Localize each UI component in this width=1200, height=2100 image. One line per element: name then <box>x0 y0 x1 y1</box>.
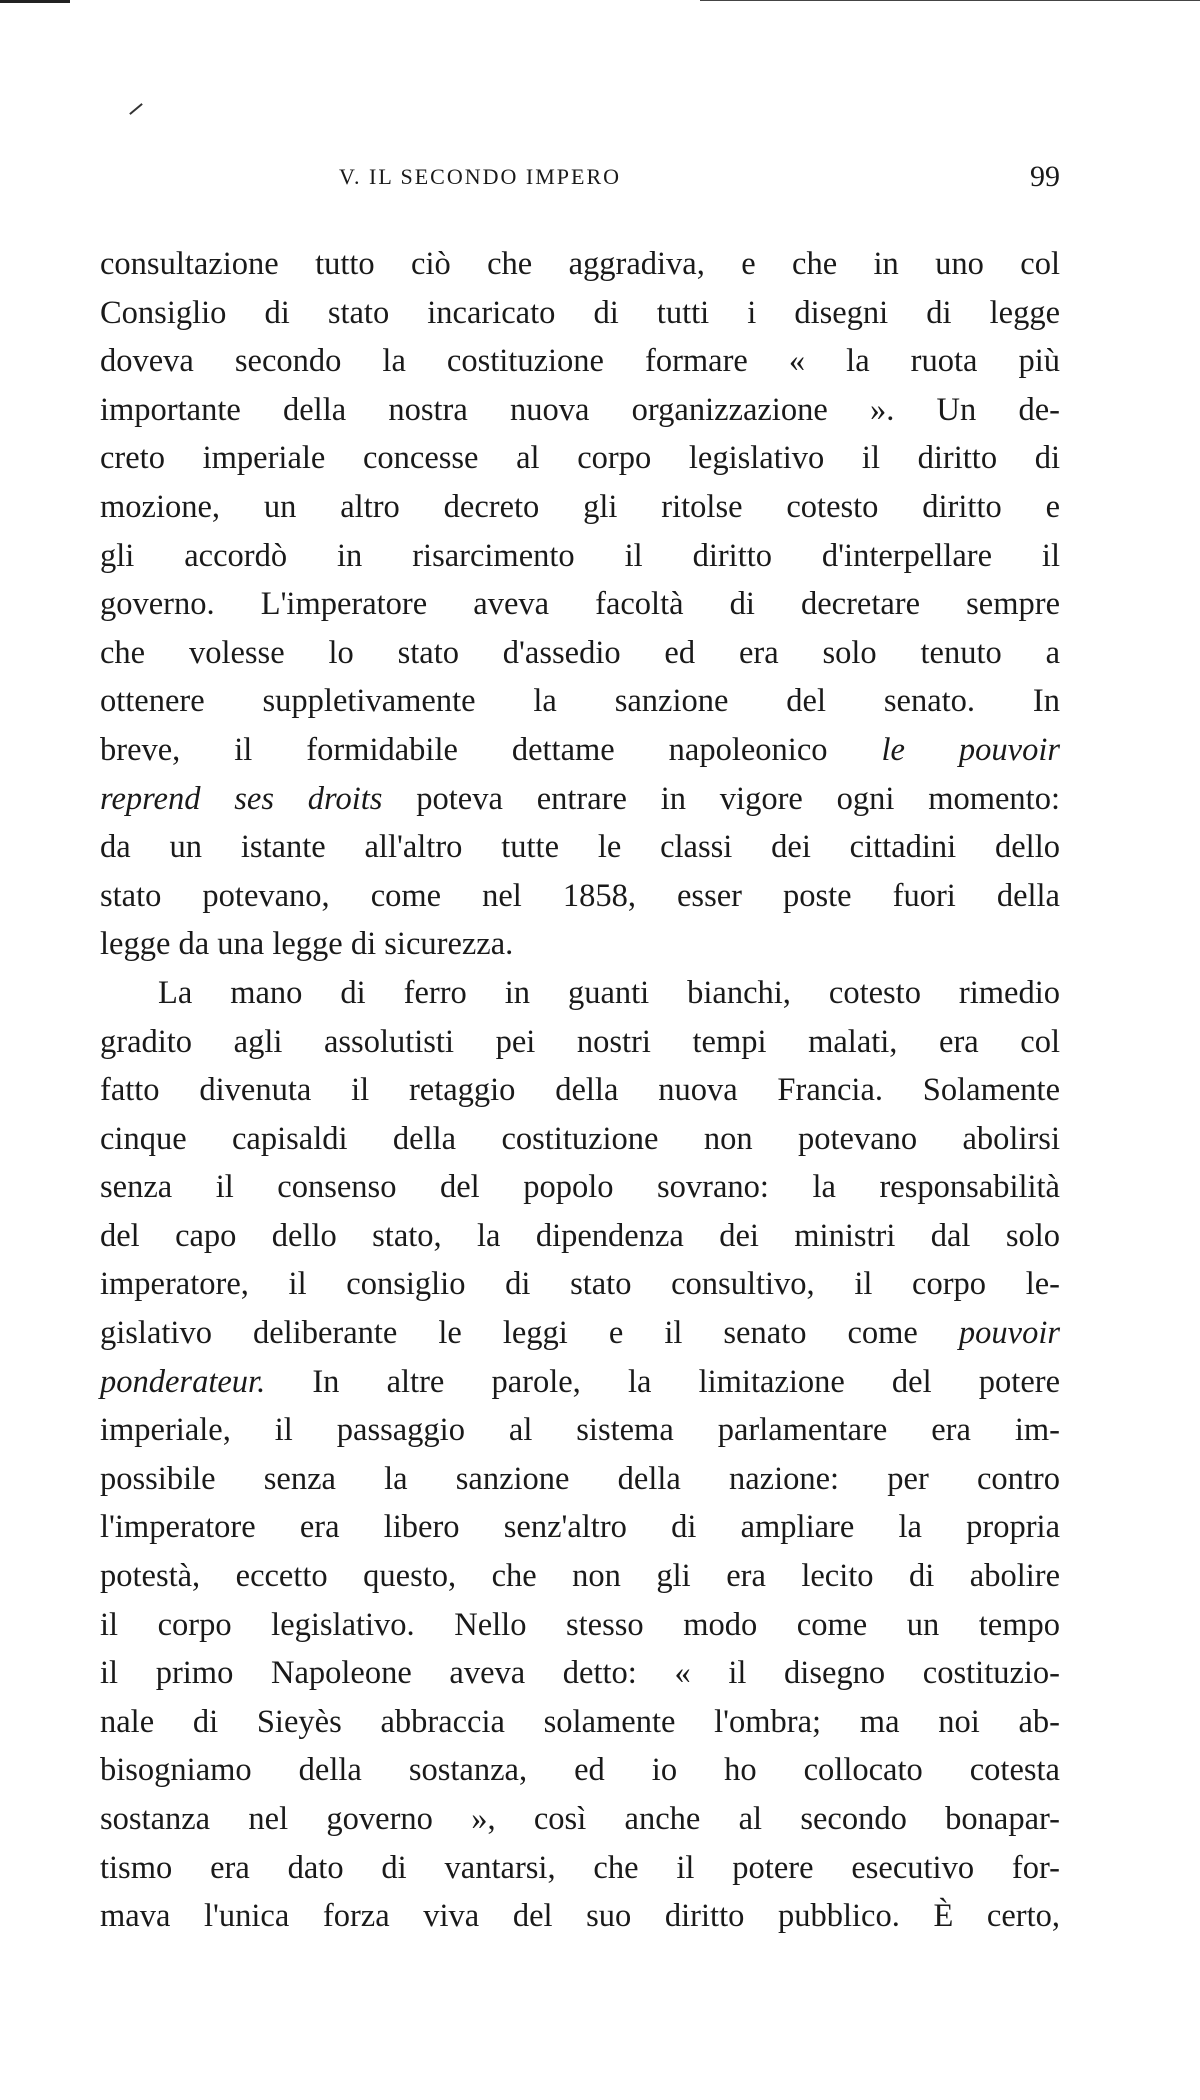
text-line <box>100 1503 1060 1552</box>
text-line <box>100 1746 1060 1795</box>
text-segment: governo. L'imperatore aveva facoltà di decretare sempre <box>100 586 1060 623</box>
text-segment: del capo dello stato, la dipendenza dei ministri dal solo <box>100 1217 1060 1254</box>
text-line <box>100 629 1060 678</box>
text-line <box>100 1698 1060 1747</box>
text-segment: l'imperatore era libero senz'altro di ampliare la propria <box>100 1509 1060 1546</box>
italic-phrase: pouvoir <box>958 1315 1060 1352</box>
text-line <box>100 1212 1060 1261</box>
text-segment: cinque capisaldi della costituzione non potevano abolirsi <box>100 1120 1060 1157</box>
text-segment: il primo Napoleone aveva detto: « il disegno costituzio- <box>100 1655 1060 1692</box>
text-line <box>100 920 1060 969</box>
text-line <box>100 434 1060 483</box>
text-segment: tismo era dato di vantarsi, che il potere esecutivo for- <box>100 1849 1060 1886</box>
page-edge-rule <box>0 0 70 3</box>
text-segment: importante della nostra nuova organizzazione ». Un de- <box>100 391 1060 428</box>
text-segment: possibile senza la sanzione della nazione: per contro <box>100 1460 1060 1497</box>
text-line <box>100 1795 1060 1844</box>
text-line <box>100 775 1060 824</box>
pencil-mark <box>129 103 143 115</box>
text-line <box>100 823 1060 872</box>
text-line <box>100 1552 1060 1601</box>
text-segment: poteva entrare in vigore ogni momento: <box>382 780 1060 817</box>
text-segment: che volesse lo stato d'assedio ed era solo tenuto a <box>100 634 1060 671</box>
text-segment: gislativo deliberante le leggi e il senato come <box>100 1315 959 1352</box>
italic-phrase: le pouvoir <box>881 731 1061 768</box>
text-segment: fatto divenuta il retaggio della nuova Francia. Solamente <box>100 1072 1060 1109</box>
text-segment: mava l'unica forza viva del suo diritto pubblico. È certo, <box>100 1898 1060 1935</box>
text-line <box>100 1455 1060 1504</box>
text-line <box>100 1844 1060 1893</box>
text-segment: breve, il formidabile dettame napoleonico <box>100 731 882 768</box>
text-line <box>100 1260 1060 1309</box>
text-segment: mozione, un altro decreto gli ritolse cotesto diritto e <box>100 488 1060 525</box>
text-line <box>100 726 1060 775</box>
text-segment: sostanza nel governo », così anche al secondo bonapar- <box>100 1801 1060 1837</box>
text-line <box>100 1649 1060 1698</box>
text-line <box>100 1309 1060 1358</box>
text-line <box>100 1358 1060 1407</box>
text-segment: La mano di ferro in guanti bianchi, cotesto rimedio <box>158 974 1060 1011</box>
text-segment: il corpo legislativo. Nello stesso modo come un tempo <box>100 1606 1060 1643</box>
text-line <box>100 532 1060 581</box>
running-title: V. IL SECONDO IMPERO <box>338 164 622 189</box>
text-line <box>100 483 1060 532</box>
body-text <box>100 240 1060 1941</box>
text-line <box>100 1892 1060 1941</box>
text-segment: potestà, eccetto questo, che non gli era lecito di abolire <box>100 1558 1060 1595</box>
text-line <box>100 1601 1060 1650</box>
text-line <box>100 337 1060 386</box>
text-segment: ottenere suppletivamente la sanzione del senato. In <box>100 683 1060 720</box>
text-line <box>100 386 1060 435</box>
text-line <box>100 1406 1060 1455</box>
text-line <box>100 872 1060 921</box>
page-header <box>100 158 1060 198</box>
text-segment: imperiale, il passaggio al sistema parlamentare era im- <box>100 1412 1060 1449</box>
text-segment: stato potevano, come nel 1858, esser poste fuori della <box>100 877 1060 914</box>
text-segment: In altre parole, la limitazione del potere <box>265 1363 1060 1400</box>
text-segment: gradito agli assolutisti pei nostri tempi malati, era col <box>100 1023 1060 1060</box>
text-segment: consultazione tutto ciò che aggradiva, e che in uno col <box>100 246 1060 282</box>
text-segment: bisogniamo della sostanza, ed io ho collocato cotesta <box>100 1752 1060 1789</box>
text-line <box>100 580 1060 629</box>
text-line <box>100 289 1060 338</box>
text-segment: nale di Sieyès abbraccia solamente l'ombra; ma noi ab- <box>100 1703 1060 1740</box>
text-segment: Consiglio di stato incaricato di tutti i disegni di legge <box>100 294 1060 331</box>
page-edge-rule <box>700 0 1200 1</box>
text-segment: creto imperiale concesse al corpo legislativo il diritto di <box>100 440 1060 477</box>
text-line <box>100 1115 1060 1164</box>
text-segment: doveva secondo la costituzione formare « la ruota più <box>100 343 1060 380</box>
italic-phrase: ponderateur. <box>100 1363 266 1400</box>
text-segment: legge da una legge di sicurezza. <box>100 926 514 963</box>
page-number: 99 <box>1030 160 1060 193</box>
italic-phrase: reprend ses droits <box>100 780 383 817</box>
text-segment: gli accordò in risarcimento il diritto d'interpellare il <box>100 537 1060 574</box>
text-line <box>100 969 1060 1018</box>
text-line <box>100 1018 1060 1067</box>
text-line <box>100 677 1060 726</box>
text-line <box>100 1163 1060 1212</box>
text-line <box>100 240 1060 289</box>
text-segment: imperatore, il consiglio di stato consultivo, il corpo le- <box>100 1266 1060 1303</box>
text-line <box>100 1066 1060 1115</box>
text-segment: senza il consenso del popolo sovrano: la responsabilità <box>100 1169 1060 1206</box>
text-segment: da un istante all'altro tutte le classi dei cittadini dello <box>100 829 1060 866</box>
